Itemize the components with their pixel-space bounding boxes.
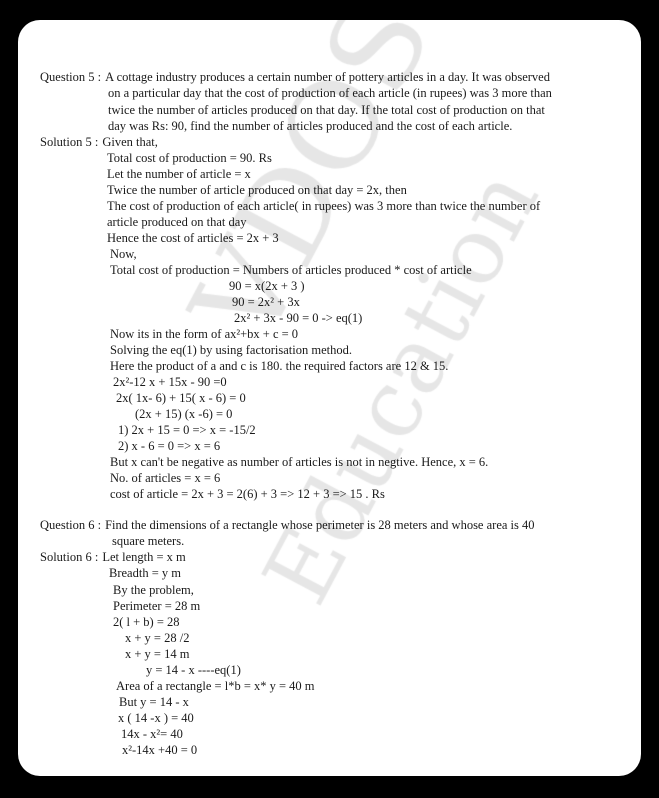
line-text: Now its in the form of ax²+bx + c = 0 — [110, 326, 299, 341]
line-text: Total cost of production = 90. Rs — [107, 150, 272, 165]
text-line — [110, 343, 352, 358]
line-text: x + y = 14 m — [125, 646, 190, 661]
line-text: 90 = x(2x + 3 ) — [229, 278, 305, 293]
line-text: on a particular day that the cost of production of each article (in rupees) was 3 more than — [108, 85, 552, 100]
line-text: 14x - x²= 40 — [121, 726, 183, 741]
line-text: 1) 2x + 15 = 0 => x = -15/2 — [118, 422, 256, 437]
line-text: Total cost of production = Numbers of articles produced * cost of article — [110, 262, 472, 277]
document-page — [18, 20, 641, 776]
labeled-line — [40, 135, 158, 150]
line-text: Given that, — [102, 134, 158, 149]
text-line — [118, 439, 220, 454]
text-line — [135, 407, 232, 422]
line-text: Here the product of a and c is 180. the required factors are 12 & 15. — [110, 358, 449, 373]
text-line — [107, 199, 540, 214]
text-line — [110, 487, 385, 502]
line-text: Twice the number of article produced on that day = 2x, then — [107, 182, 407, 197]
line-text: Now, — [110, 246, 137, 261]
labeled-line — [40, 518, 535, 533]
text-line — [107, 151, 272, 166]
line-text: Breadth = y m — [109, 565, 181, 580]
text-line — [110, 471, 220, 486]
line-text: twice the number of articles produced on that day. If the total cost of production on that — [108, 102, 545, 117]
text-line — [234, 311, 362, 326]
line-text: article produced on that day — [107, 214, 247, 229]
line-text: 90 = 2x² + 3x — [232, 294, 300, 309]
line-text: No. of articles = x = 6 — [110, 470, 221, 485]
text-line — [107, 231, 279, 246]
text-line — [119, 695, 189, 710]
text-line — [107, 167, 251, 182]
text-line — [116, 391, 246, 406]
text-line — [113, 599, 200, 614]
text-line — [113, 615, 180, 630]
line-text: 2x²-12 x + 15x - 90 =0 — [113, 374, 227, 389]
labeled-line — [40, 70, 550, 85]
text-line — [108, 103, 545, 118]
line-text: (2x + 15) (x -6) = 0 — [135, 406, 233, 421]
line-text: Solving the eq(1) by using factorisation method. — [110, 342, 352, 357]
section-label: Solution 6 : — [40, 549, 99, 564]
text-line — [232, 295, 300, 310]
line-text: 2) x - 6 = 0 => x = 6 — [118, 438, 221, 453]
section-label: Solution 5 : — [40, 134, 99, 149]
text-line — [146, 663, 241, 678]
text-line — [118, 711, 194, 726]
line-text: 2x² + 3x - 90 = 0 -> eq(1) — [234, 310, 363, 325]
line-text: Hence the cost of articles = 2x + 3 — [107, 230, 279, 245]
line-text: 2x( 1x- 6) + 15( x - 6) = 0 — [116, 390, 246, 405]
text-line — [110, 455, 488, 470]
line-text: cost of article = 2x + 3 = 2(6) + 3 => 12 + 3 => 15 . Rs — [110, 486, 385, 501]
section-label: Question 6 : — [40, 517, 102, 532]
line-text: x²-14x +40 = 0 — [122, 742, 198, 757]
line-text: x ( 14 -x ) = 40 — [118, 710, 194, 725]
line-text: By the problem, — [113, 582, 194, 597]
labeled-line — [40, 550, 186, 565]
text-line — [110, 247, 137, 262]
line-text: square meters. — [112, 533, 185, 548]
line-text: Let the number of article = x — [107, 166, 251, 181]
line-text: x + y = 28 /2 — [125, 630, 190, 645]
text-line — [125, 631, 189, 646]
line-text: But x can't be negative as number of articles is not in negtive. Hence, x = 6. — [110, 454, 489, 469]
text-line — [108, 119, 512, 134]
line-text: 2( l + b) = 28 — [113, 614, 180, 629]
text-line — [109, 566, 181, 581]
text-line — [110, 263, 472, 278]
text-line — [122, 743, 197, 758]
text-line — [113, 375, 227, 390]
line-text: Let length = x m — [102, 549, 186, 564]
text-line — [107, 215, 247, 230]
text-line — [116, 679, 315, 694]
line-text: y = 14 - x ----eq(1) — [146, 662, 241, 677]
text-line — [229, 279, 305, 294]
text-line — [110, 327, 298, 342]
text-line — [110, 359, 448, 374]
line-text: The cost of production of each article( in rupees) was 3 more than twice the number of — [107, 198, 541, 213]
text-line — [108, 86, 552, 101]
line-text: A cottage industry produces a certain number of pottery articles in a day. It was observed — [105, 69, 550, 84]
line-text: day was Rs: 90, find the number of articles produced and the cost of each article. — [108, 118, 513, 133]
line-text: Find the dimensions of a rectangle whose perimeter is 28 meters and whose area is 40 — [105, 517, 535, 532]
section-label: Question 5 : — [40, 69, 102, 84]
text-line — [107, 183, 407, 198]
text-line — [125, 647, 189, 662]
text-line — [118, 423, 256, 438]
line-text: Area of a rectangle = l*b = x* y = 40 m — [116, 678, 315, 693]
text-line — [121, 727, 183, 742]
text-line — [112, 534, 184, 549]
line-text: Perimeter = 28 m — [113, 598, 201, 613]
line-text: But y = 14 - x — [119, 694, 189, 709]
text-line — [113, 583, 194, 598]
